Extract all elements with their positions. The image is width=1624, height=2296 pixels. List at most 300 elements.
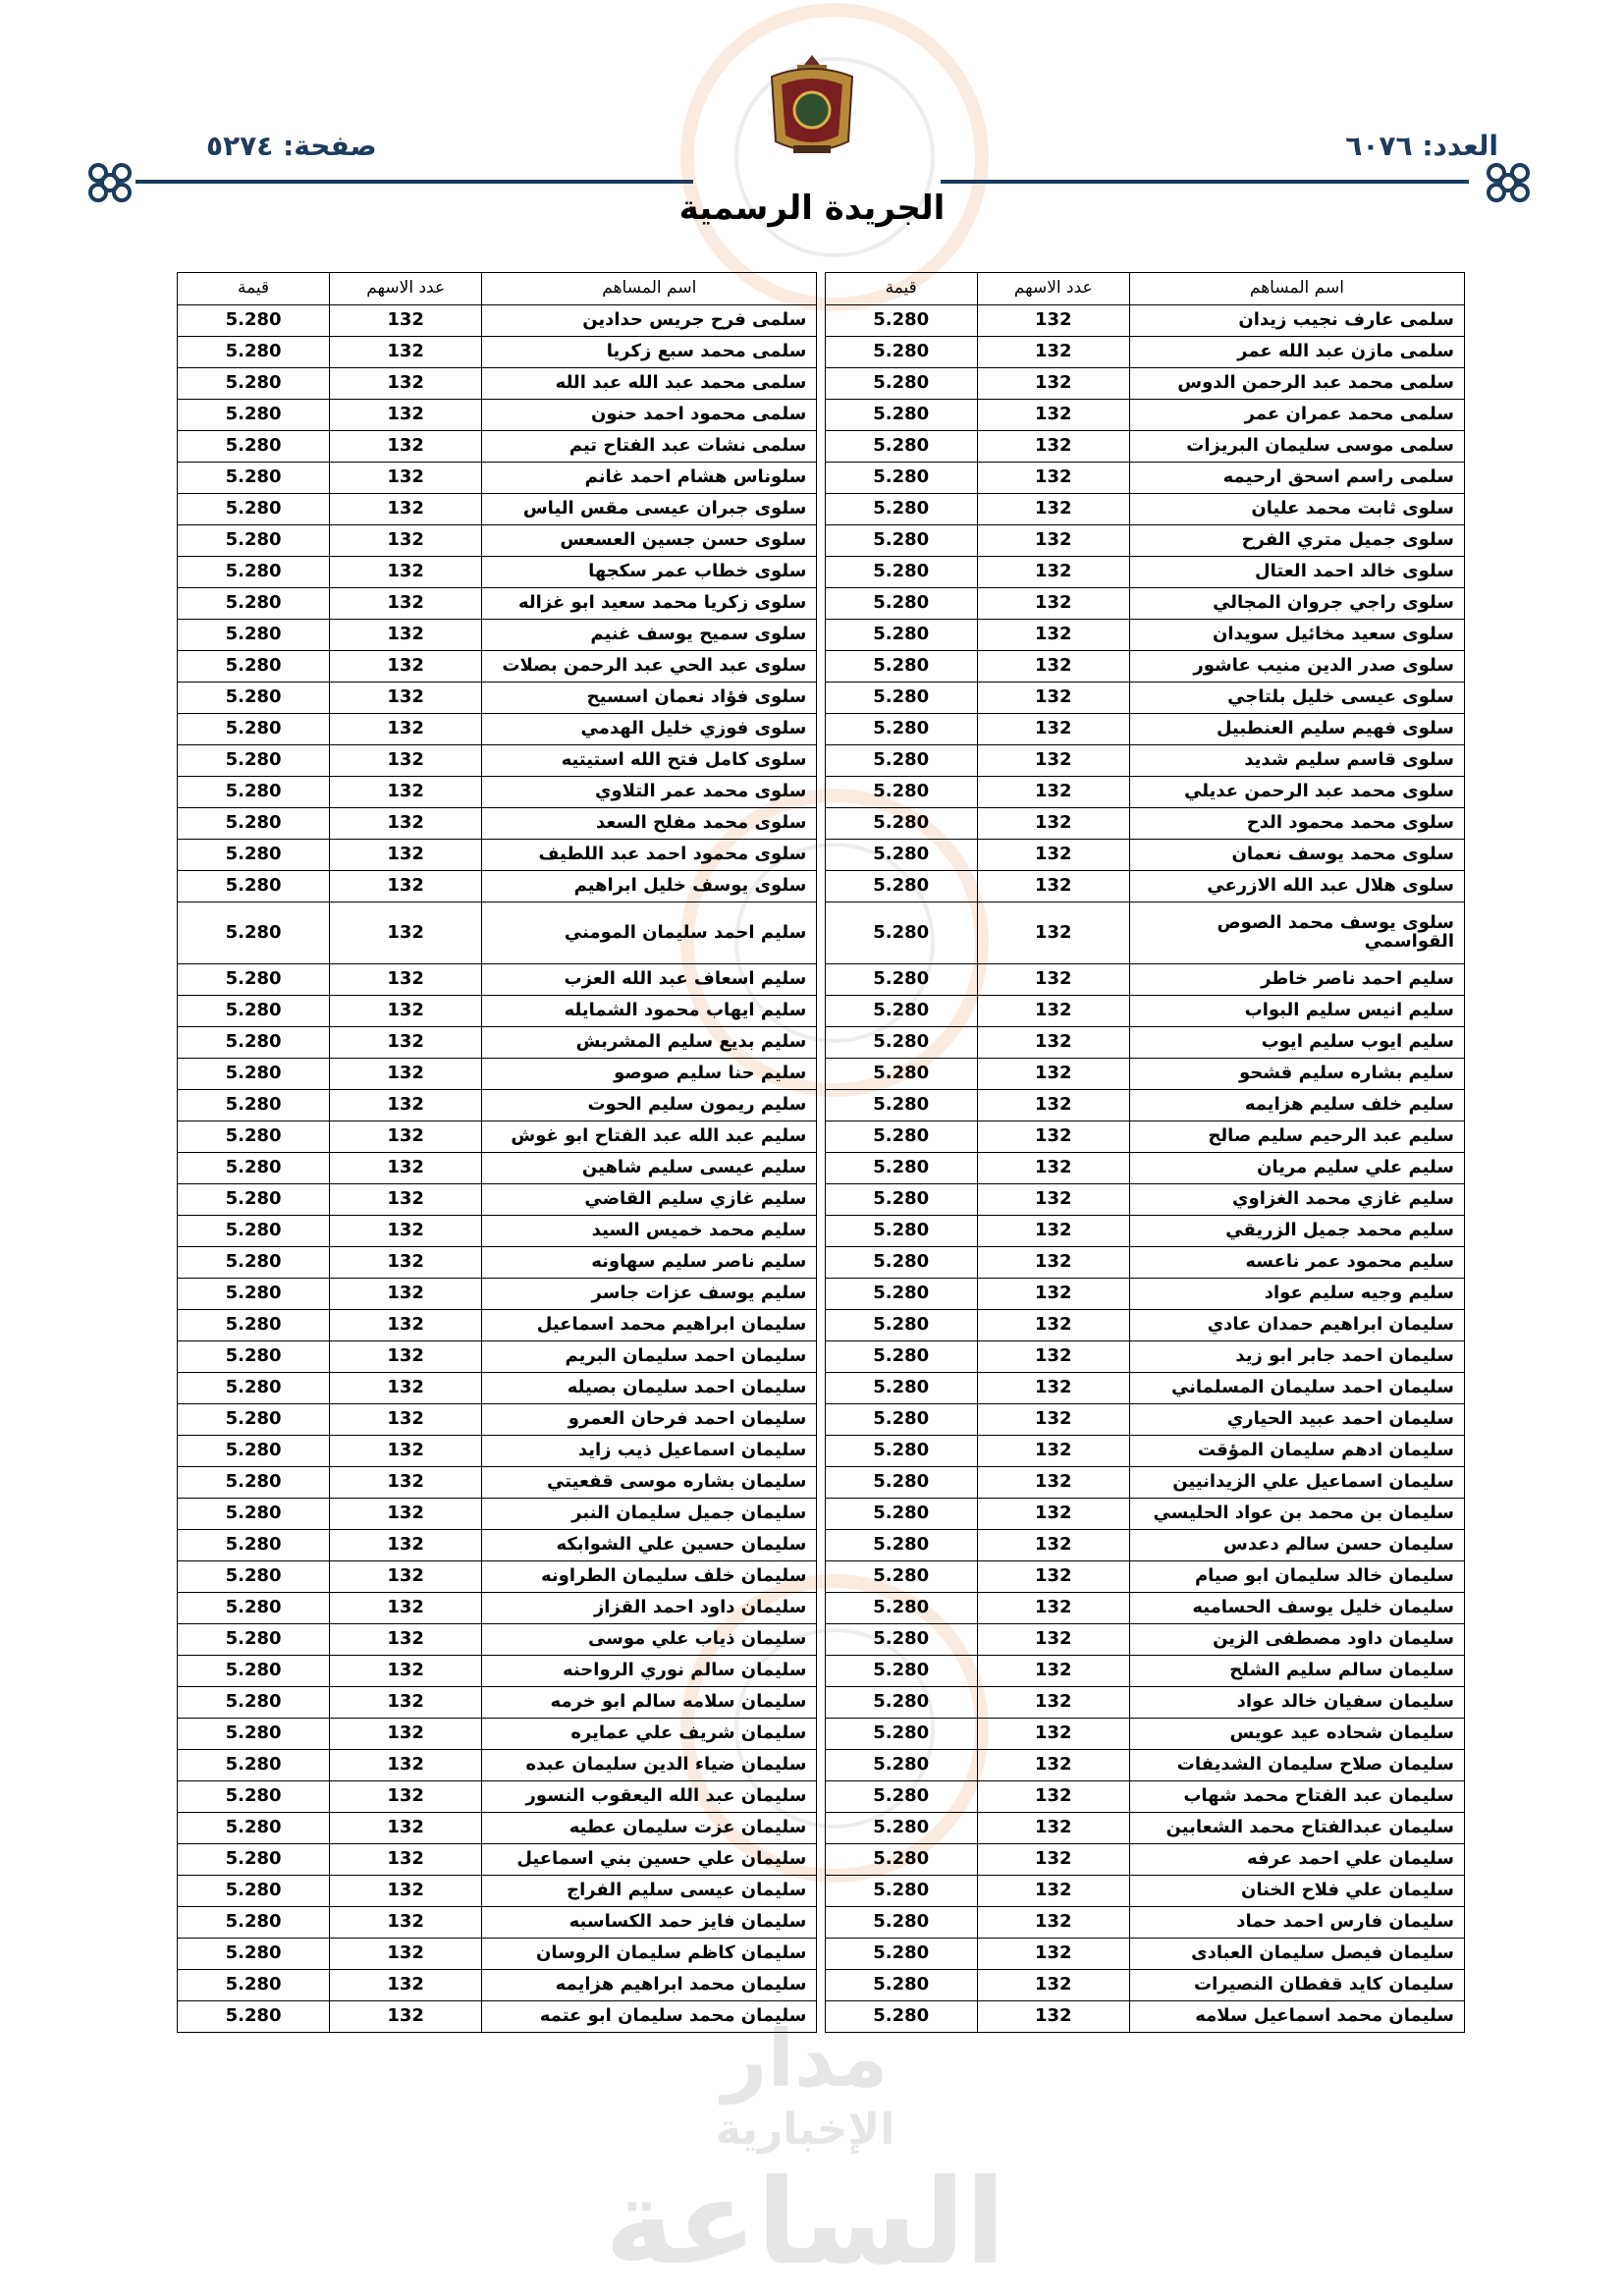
header-rule-right [941,180,1469,184]
table-row [178,1153,1465,1184]
share-value: 5.280 [178,1530,330,1561]
table-row [178,1561,1465,1593]
share-value: 5.280 [825,964,977,996]
column-header-shares: عدد الاسهم [977,273,1129,305]
share-value: 5.280 [178,1624,330,1656]
column-gap [817,431,825,463]
share-count: 132 [330,368,482,400]
share-value: 5.280 [178,588,330,620]
table-row [178,902,1465,964]
share-value: 5.280 [825,400,977,431]
shareholder-name: سليم ناصر سليم سهاونه [482,1247,817,1279]
shareholder-name: سليم محمد خميس السيد [482,1216,817,1247]
shareholder-name: سليمان داود مصطفى الزين [1129,1624,1464,1656]
table-row [178,1373,1465,1404]
shareholder-name: سلوى سعيد مخائيل سويدان [1129,620,1464,651]
share-value: 5.280 [825,494,977,525]
shareholder-name: سليمان ادهم سليمان المؤقت [1129,1436,1464,1467]
shareholder-name: سلوى زكريا محمد سعيد ابو غزاله [482,588,817,620]
shareholder-name: سليم محمد جميل الزريقي [1129,1216,1464,1247]
shareholder-name: سليمان اسماعيل علي الزيدانيين [1129,1467,1464,1499]
share-value: 5.280 [825,1373,977,1404]
share-value: 5.280 [825,1876,977,1907]
shareholder-name: سلوى هلال عبد الله الازرعي [1129,871,1464,902]
share-count: 132 [330,1090,482,1121]
share-value: 5.280 [825,1279,977,1310]
shareholder-name: سلمى فرح جريس حدادين [482,305,817,337]
shareholder-name: سليمان خليل يوسف الحساميه [1129,1593,1464,1624]
column-gap [817,1247,825,1279]
share-count: 132 [330,1279,482,1310]
share-value: 5.280 [825,745,977,777]
shareholder-name: سليمان سالم سليم الشلح [1129,1656,1464,1687]
share-value: 5.280 [825,683,977,714]
table-row [178,1247,1465,1279]
shareholder-name: سليمان صلاح سليمان الشديفات [1129,1750,1464,1781]
header-rule-left [135,180,693,184]
share-count: 132 [977,1216,1129,1247]
share-count: 132 [977,1593,1129,1624]
share-value: 5.280 [825,1624,977,1656]
share-value: 5.280 [178,1561,330,1593]
shareholder-name: سلوى محمد محمود الدح [1129,808,1464,840]
shareholder-name: سليم عيسى سليم شاهين [482,1153,817,1184]
shareholder-name: سليمان كاظم سليمان الروسان [482,1939,817,1970]
column-gap [817,1561,825,1593]
shareholder-name: سلوى فهيم سليم العنطبيل [1129,714,1464,745]
share-value: 5.280 [178,1499,330,1530]
shareholder-name: سلوى محمود احمد عبد اللطيف [482,840,817,871]
shareholder-name: سليمان عبدالفتاح محمد الشعابين [1129,1813,1464,1844]
shareholder-name: سليمان كايد قفطان النصيرات [1129,1970,1464,2001]
share-count: 132 [330,745,482,777]
column-gap [817,1467,825,1499]
shareholder-name: سلمى محمود احمد حنون [482,400,817,431]
share-count: 132 [330,1216,482,1247]
share-value: 5.280 [825,1970,977,2001]
share-count: 132 [977,1939,1129,1970]
shareholder-name: سليمان داود احمد القزاز [482,1593,817,1624]
share-value: 5.280 [825,431,977,463]
shareholder-name: سليمان احمد جابر ابو زيد [1129,1341,1464,1373]
shareholder-name: سليمان خلف سليمان الطراونه [482,1561,817,1593]
shareholder-name: سليمان فايز حمد الكساسبه [482,1907,817,1939]
column-gap [817,808,825,840]
column-gap [817,1813,825,1844]
share-value: 5.280 [178,1341,330,1373]
share-count: 132 [977,588,1129,620]
table-row [178,1027,1465,1059]
share-count: 132 [977,1310,1129,1341]
column-gap [817,1781,825,1813]
share-count: 132 [977,808,1129,840]
shareholder-name: سلمى محمد عمران عمر [1129,400,1464,431]
share-value: 5.280 [825,1499,977,1530]
share-count: 132 [330,902,482,964]
share-count: 132 [330,808,482,840]
share-value: 5.280 [178,840,330,871]
column-gap [817,777,825,808]
shareholder-name: سلمى عارف نجيب زيدان [1129,305,1464,337]
shareholder-name: سليم اسعاف عبد الله العزب [482,964,817,996]
table-row [178,431,1465,463]
share-count: 132 [977,1719,1129,1750]
share-count: 132 [977,1153,1129,1184]
share-count: 132 [977,651,1129,683]
shareholder-name: سليمان علي حسين بني اسماعيل [482,1844,817,1876]
share-value: 5.280 [825,368,977,400]
shareholder-name: سليم حنا سليم صوصو [482,1059,817,1090]
column-gap [817,1907,825,1939]
share-value: 5.280 [178,337,330,368]
share-count: 132 [330,1530,482,1561]
share-value: 5.280 [178,400,330,431]
table-row [178,494,1465,525]
share-value: 5.280 [178,1090,330,1121]
column-gap [817,902,825,964]
coat-of-arms-icon [760,51,864,167]
shareholder-name: سليم عبد الرحيم سليم صالح [1129,1121,1464,1153]
table-row [178,1499,1465,1530]
table-row [178,1310,1465,1341]
share-count: 132 [977,1624,1129,1656]
share-count: 132 [977,557,1129,588]
share-count: 132 [977,1750,1129,1781]
share-value: 5.280 [178,1279,330,1310]
share-count: 132 [977,1027,1129,1059]
share-value: 5.280 [178,1970,330,2001]
share-value: 5.280 [178,1436,330,1467]
table-row [178,1719,1465,1750]
share-count: 132 [330,1121,482,1153]
share-value: 5.280 [178,1813,330,1844]
share-value: 5.280 [825,651,977,683]
share-value: 5.280 [825,1750,977,1781]
shareholders-table [177,272,1465,2033]
share-value: 5.280 [825,1593,977,1624]
table-row [178,1876,1465,1907]
share-value: 5.280 [825,305,977,337]
table-row [178,745,1465,777]
share-count: 132 [330,777,482,808]
shareholder-name: سليمان اسماعيل ذيب زايد [482,1436,817,1467]
shareholder-name: سليم غازي محمد الغزاوي [1129,1184,1464,1216]
column-gap [817,368,825,400]
share-value: 5.280 [178,651,330,683]
table-row [178,1530,1465,1561]
share-count: 132 [977,840,1129,871]
share-value: 5.280 [178,1404,330,1436]
shareholder-name: سليم خلف سليم هزايمه [1129,1090,1464,1121]
share-value: 5.280 [825,1184,977,1216]
share-value: 5.280 [178,1027,330,1059]
share-count: 132 [977,1656,1129,1687]
table-row [178,714,1465,745]
shareholder-name: سلوى سميح يوسف غنيم [482,620,817,651]
share-count: 132 [330,1561,482,1593]
shareholder-name: سلوى صدر الدين منيب عاشور [1129,651,1464,683]
share-value: 5.280 [825,588,977,620]
share-value: 5.280 [825,1656,977,1687]
shareholder-name: سليمان سلامه سالم ابو خرمه [482,1687,817,1719]
table-row [178,1656,1465,1687]
table-row [178,777,1465,808]
share-value: 5.280 [178,777,330,808]
share-value: 5.280 [178,1593,330,1624]
shareholder-name: سليمان جميل سليمان النبر [482,1499,817,1530]
share-count: 132 [977,1844,1129,1876]
share-count: 132 [977,1059,1129,1090]
table-row [178,1090,1465,1121]
share-value: 5.280 [178,871,330,902]
share-count: 132 [330,683,482,714]
table-row [178,1781,1465,1813]
table-row [178,808,1465,840]
shareholder-name: سليمان ابراهيم محمد اسماعيل [482,1310,817,1341]
column-gap [817,2001,825,2033]
share-count: 132 [977,1436,1129,1467]
share-count: 132 [330,1970,482,2001]
column-gap [817,1404,825,1436]
shareholder-name: سليمان علي فلاح الخنان [1129,1876,1464,1907]
column-gap [817,1310,825,1341]
shareholder-name: سلوى فؤاد نعمان اسسيح [482,683,817,714]
shareholder-name: سلمى راسم اسحق ارحيمه [1129,463,1464,494]
share-count: 132 [977,1530,1129,1561]
shareholder-name: سليمان بن محمد بن عواد الحليسي [1129,1499,1464,1530]
share-count: 132 [330,1341,482,1373]
share-value: 5.280 [825,1090,977,1121]
share-value: 5.280 [178,1939,330,1970]
shareholder-name: سلوى ثابت محمد عليان [1129,494,1464,525]
table-row [178,1184,1465,1216]
share-value: 5.280 [178,996,330,1027]
column-gap [817,1121,825,1153]
share-count: 132 [330,525,482,557]
column-gap [817,1593,825,1624]
column-gap [817,996,825,1027]
share-value: 5.280 [825,1844,977,1876]
column-gap [817,1153,825,1184]
page-title: الجريدة الرسمية [678,189,946,228]
share-count: 132 [330,1247,482,1279]
share-count: 132 [977,714,1129,745]
shareholder-name: سليمان بشاره موسى قفعيتي [482,1467,817,1499]
shareholder-name: سلوى حسن جسين العسعس [482,525,817,557]
column-gap [817,1876,825,1907]
share-count: 132 [330,1436,482,1467]
shareholder-name: سليمان احمد سليمان بصيله [482,1373,817,1404]
column-gap [817,964,825,996]
share-count: 132 [330,1404,482,1436]
share-value: 5.280 [825,1436,977,1467]
share-count: 132 [330,1027,482,1059]
share-value: 5.280 [178,494,330,525]
table-row [178,305,1465,337]
table-row [178,1341,1465,1373]
share-value: 5.280 [825,1153,977,1184]
share-count: 132 [330,431,482,463]
table-row [178,620,1465,651]
share-value: 5.280 [178,1907,330,1939]
share-value: 5.280 [178,1750,330,1781]
share-count: 132 [330,2001,482,2033]
share-count: 132 [330,1499,482,1530]
share-count: 132 [330,1844,482,1876]
share-count: 132 [977,996,1129,1027]
share-count: 132 [330,1624,482,1656]
column-gap [817,1059,825,1090]
column-gap [817,1656,825,1687]
share-value: 5.280 [178,1310,330,1341]
share-count: 132 [330,337,482,368]
shareholder-name: سليم وجيه سليم عواد [1129,1279,1464,1310]
share-value: 5.280 [825,1561,977,1593]
share-count: 132 [330,1876,482,1907]
share-value: 5.280 [825,871,977,902]
share-count: 132 [977,463,1129,494]
share-count: 132 [330,620,482,651]
share-count: 132 [977,1876,1129,1907]
watermark-text-3: الساعة [604,2155,1006,2291]
column-gap [817,651,825,683]
shareholder-name: سليمان فارس احمد حماد [1129,1907,1464,1939]
share-value: 5.280 [825,1530,977,1561]
shareholder-name: سليم ايهاب محمود الشمايله [482,996,817,1027]
shareholder-name: سليم يوسف عزات جاسر [482,1279,817,1310]
shareholder-name: سليمان محمد سليمان ابو عتمه [482,2001,817,2033]
shareholder-name: سليمان سفيان خالد عواد [1129,1687,1464,1719]
share-value: 5.280 [825,337,977,368]
share-value: 5.280 [178,525,330,557]
share-count: 132 [330,463,482,494]
shareholder-name: سليم غازي سليم القاضي [482,1184,817,1216]
shareholder-name: سليم احمد ناصر خاطر [1129,964,1464,996]
column-gap [817,1844,825,1876]
share-count: 132 [330,1467,482,1499]
share-value: 5.280 [178,1373,330,1404]
table-row [178,400,1465,431]
share-count: 132 [330,494,482,525]
table-row [178,1750,1465,1781]
column-gap [817,1687,825,1719]
shareholder-name: سلوى قاسم سليم شديد [1129,745,1464,777]
table-row [178,368,1465,400]
share-value: 5.280 [178,1876,330,1907]
share-count: 132 [977,1090,1129,1121]
shareholder-name: سلمى محمد عبد الله عبد الله [482,368,817,400]
share-value: 5.280 [825,525,977,557]
share-value: 5.280 [178,1059,330,1090]
share-count: 132 [330,557,482,588]
column-gap [817,1184,825,1216]
share-count: 132 [977,1184,1129,1216]
shareholder-name: سليم انيس سليم البواب [1129,996,1464,1027]
table-row [178,1813,1465,1844]
shareholder-name: سليم محمود عمر ناعسه [1129,1247,1464,1279]
shareholder-name: سليمان شريف علي عمايره [482,1719,817,1750]
column-header-value: قيمة [178,273,330,305]
share-count: 132 [330,1719,482,1750]
shareholder-name: سلمى نشات عبد الفتاح تيم [482,431,817,463]
table-row [178,1624,1465,1656]
shareholder-name: سليمان فيصل سليمان العبادى [1129,1939,1464,1970]
share-count: 132 [977,2001,1129,2033]
share-count: 132 [330,1939,482,1970]
table-row [178,1404,1465,1436]
shareholder-name: سلوى يوسف محمد الصوص القواسمي [1129,902,1464,964]
shareholder-name: سلوى محمد يوسف نعمان [1129,840,1464,871]
shareholder-name: سلوى راجي جروان المجالي [1129,588,1464,620]
table-row [178,1970,1465,2001]
share-count: 132 [977,1781,1129,1813]
share-value: 5.280 [178,1656,330,1687]
share-count: 132 [330,1750,482,1781]
share-value: 5.280 [178,620,330,651]
share-value: 5.280 [825,902,977,964]
share-value: 5.280 [825,1247,977,1279]
shareholder-name: سليم بشاره سليم قشحو [1129,1059,1464,1090]
share-value: 5.280 [178,1216,330,1247]
share-count: 132 [330,1593,482,1624]
shareholder-name: سليمان حسين علي الشوابكه [482,1530,817,1561]
share-count: 132 [977,494,1129,525]
share-count: 132 [977,368,1129,400]
table-row [178,1059,1465,1090]
column-gap [817,1341,825,1373]
table-row [178,337,1465,368]
shareholder-name: سليمان علي احمد عرفه [1129,1844,1464,1876]
column-gap [817,273,825,305]
column-gap [817,620,825,651]
shareholder-name: سليمان خالد سليمان ابو صيام [1129,1561,1464,1593]
column-gap [817,1719,825,1750]
share-count: 132 [977,1247,1129,1279]
column-gap [817,494,825,525]
share-value: 5.280 [825,2001,977,2033]
share-value: 5.280 [825,1121,977,1153]
share-count: 132 [330,964,482,996]
column-gap [817,1750,825,1781]
share-count: 132 [977,400,1129,431]
table-row [178,1939,1465,1970]
table-body [178,305,1465,2033]
share-count: 132 [977,305,1129,337]
column-gap [817,305,825,337]
share-count: 132 [977,1687,1129,1719]
share-value: 5.280 [825,1404,977,1436]
column-gap [817,840,825,871]
share-count: 132 [977,745,1129,777]
share-value: 5.280 [178,902,330,964]
share-count: 132 [977,337,1129,368]
share-value: 5.280 [825,714,977,745]
share-count: 132 [977,1341,1129,1373]
table-row [178,683,1465,714]
share-value: 5.280 [178,683,330,714]
share-value: 5.280 [825,1719,977,1750]
table-row [178,871,1465,902]
shareholder-name: سليمان ضياء الدين سليمان عبده [482,1750,817,1781]
shareholder-name: سليم عبد الله عبد الفتاح ابو غوش [482,1121,817,1153]
shareholder-name: سليم ايوب سليم ايوب [1129,1027,1464,1059]
share-count: 132 [330,1310,482,1341]
share-value: 5.280 [178,964,330,996]
shareholder-name: سليمان عبد الله اليعقوب النسور [482,1781,817,1813]
share-count: 132 [977,1121,1129,1153]
share-value: 5.280 [825,1939,977,1970]
shareholder-name: سليمان احمد عبيد الحياري [1129,1404,1464,1436]
